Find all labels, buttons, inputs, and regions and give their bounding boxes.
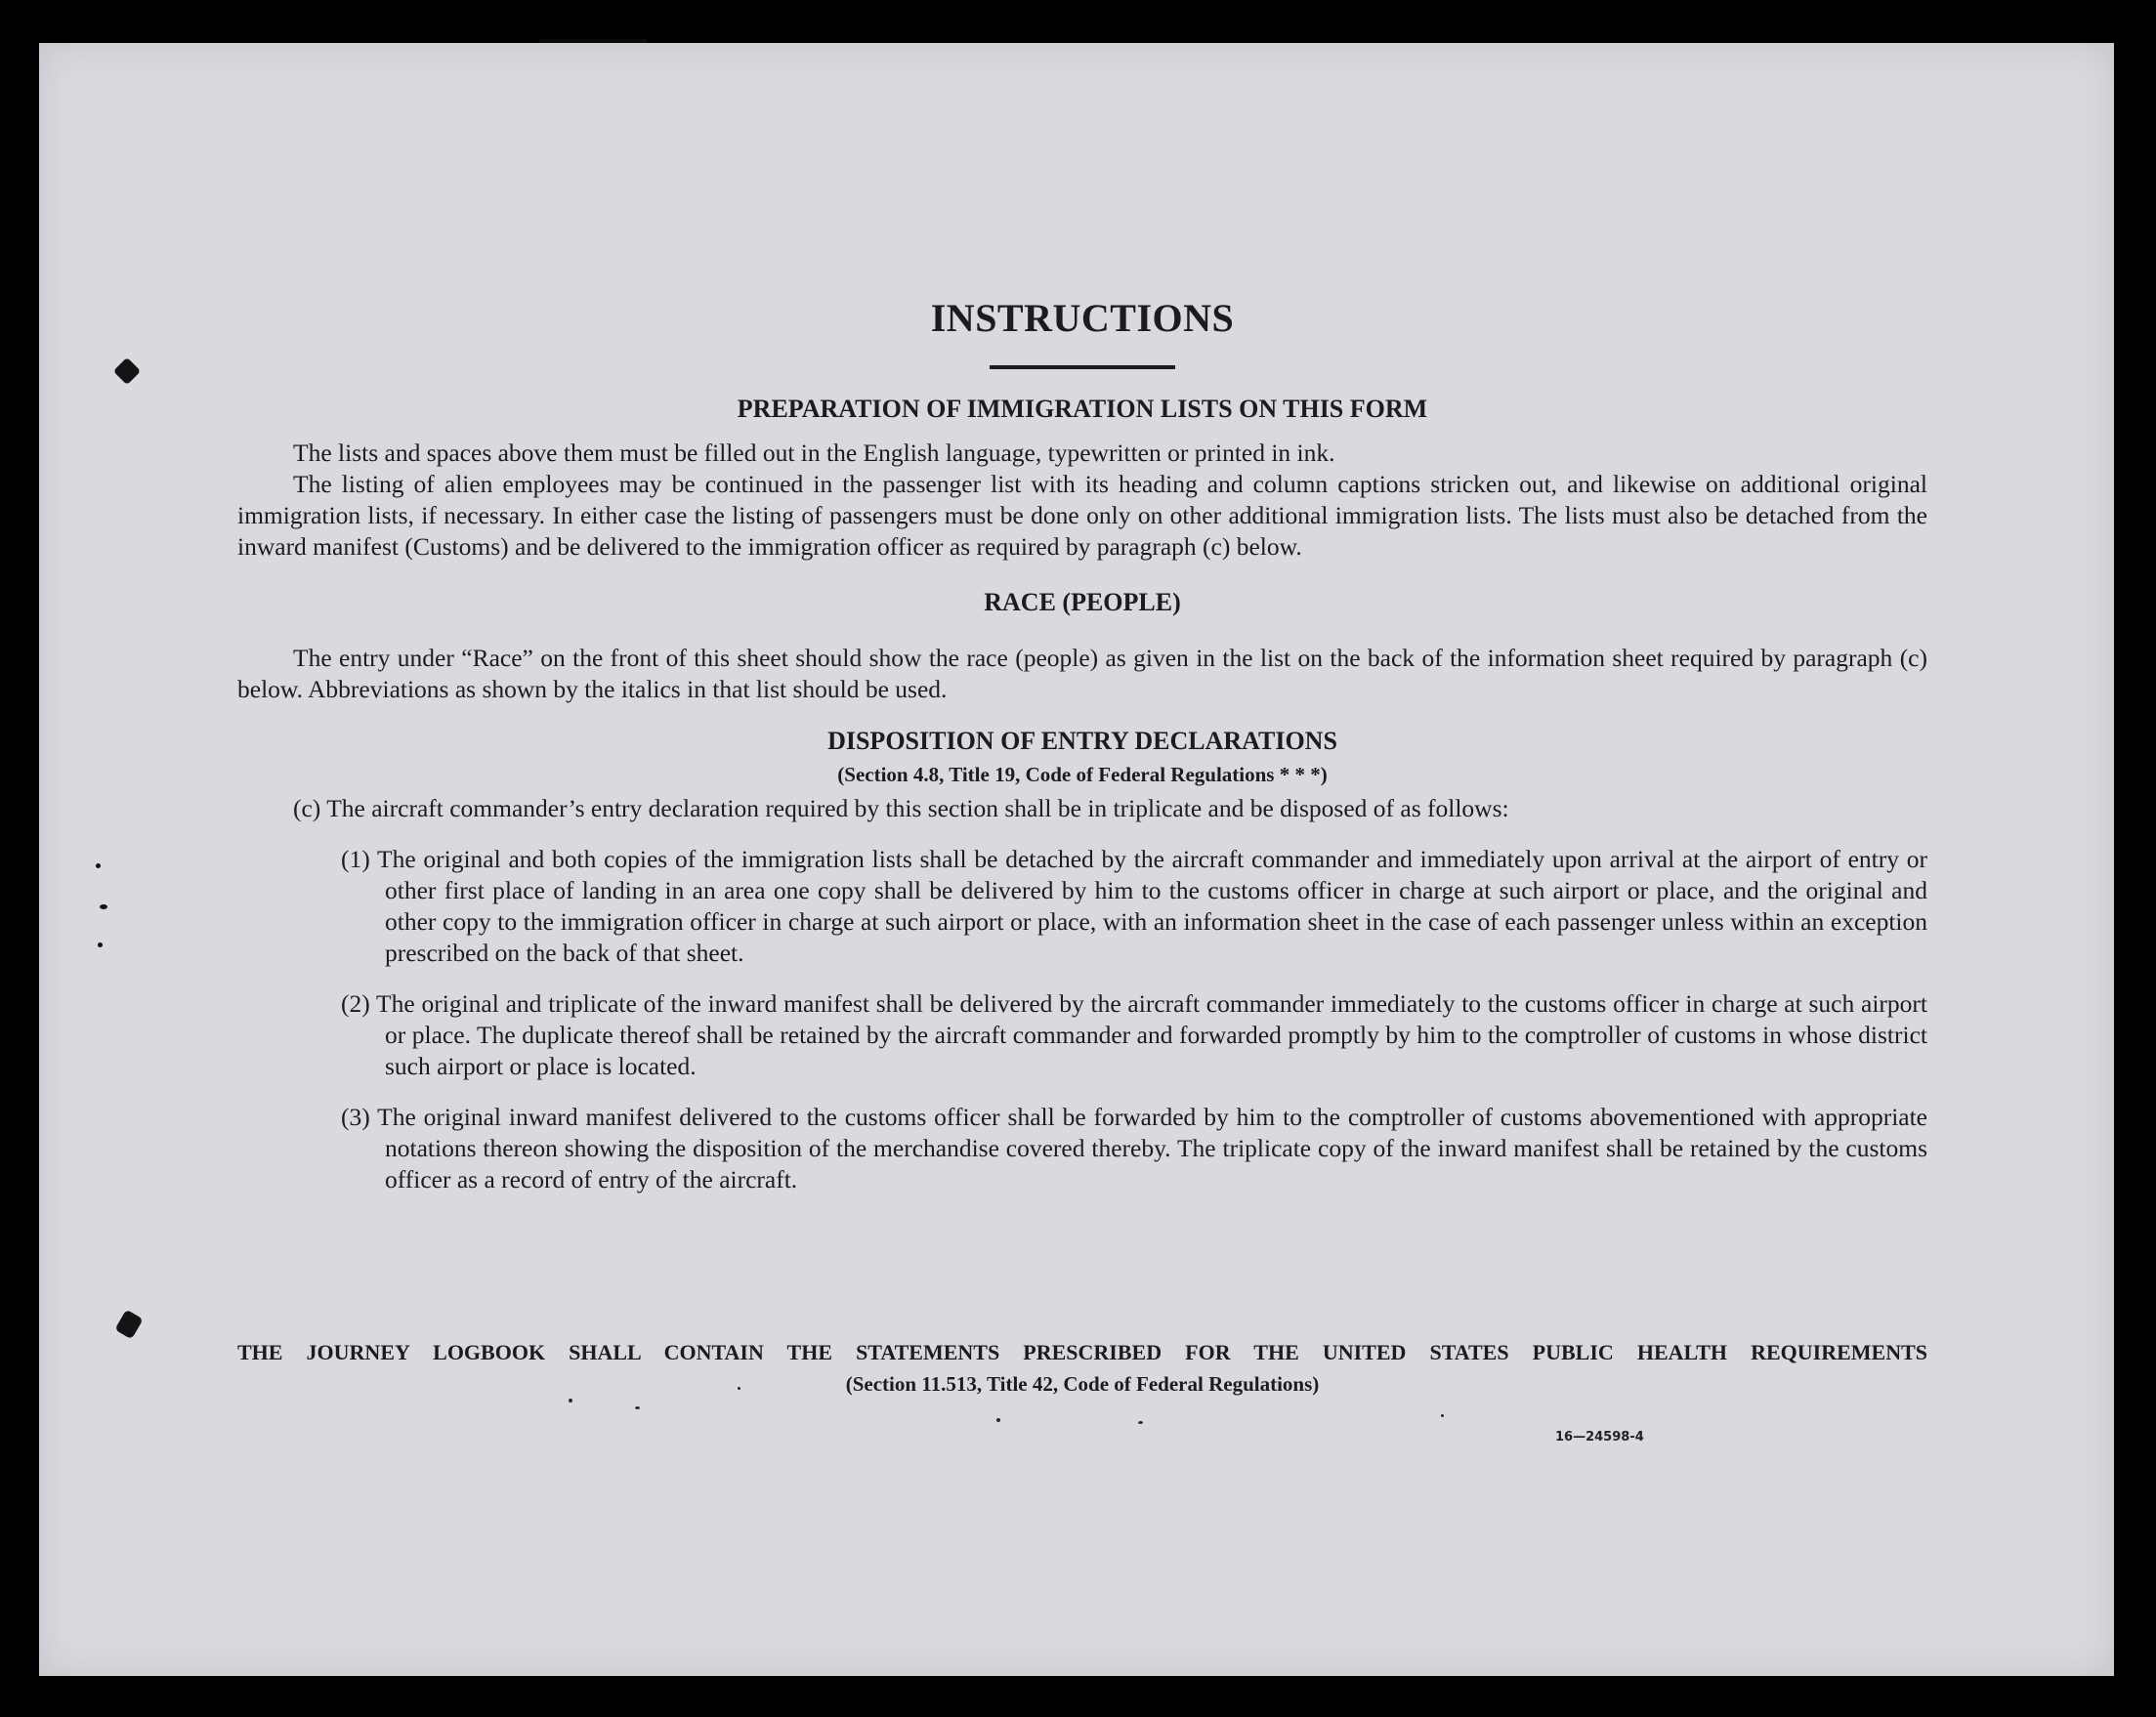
disposition-intro: (c) The aircraft commander’s entry declaration required by this section shall be in triplicate and be disposed of as follows: — [293, 794, 1509, 822]
ink-speck — [738, 1387, 740, 1390]
punch-mark — [114, 1310, 143, 1340]
punch-mark — [98, 942, 103, 947]
race-paragraph: The entry under “Race” on the front of this sheet should show the race (people) as given in the list on the back of the information sheet required by paragraph (c) below. Abbreviations as shown by the italics in that list should be used. — [237, 644, 1927, 703]
ink-speck — [1138, 1421, 1143, 1424]
public-health-footer — [237, 1338, 1927, 1399]
ink-speck — [1441, 1414, 1444, 1417]
public-health-citation: (Section 11.513, Title 42, Code of Federal Regulations) — [845, 1372, 1320, 1396]
form-number: 16—24598-4 — [1555, 1430, 1644, 1445]
preparation-paragraph-2: The listing of alien employees may be continued in the passenger list with its heading and column captions stricken out, and likewise on additional original immigration lists, if necessary. In either case the listing of passengers must be done only on other additional immigration lists. The lists must also be detached from the inward manifest (Customs) and be delivered to the immigration officer as required by paragraph (c) below. — [237, 470, 1927, 561]
disposition-heading: DISPOSITION OF ENTRY DECLARATIONS — [827, 727, 1337, 755]
punch-mark — [96, 863, 101, 868]
preparation-heading: PREPARATION OF IMMIGRATION LISTS ON THIS FORM — [737, 395, 1428, 423]
logbook-statement: THE JOURNEY LOGBOOK SHALL CONTAIN THE STATEMENTS PRESCRIBED FOR THE UNITED STATES PUBLIC HEALTH REQUIREMENTS — [237, 1340, 1927, 1364]
race-heading: RACE (PEOPLE) — [984, 588, 1181, 616]
disposition-item-3: (3) The original inward manifest delivered to the customs officer shall be forwarded by him to the comptroller of customs abovementioned with appropriate notations thereon showing the disposition of the merchandise covered thereby. The triplicate copy of the inward manifest shall be retained by the customs officer as a record of entry of the aircraft. — [341, 1103, 1927, 1194]
ink-speck — [996, 1418, 1000, 1422]
disposition-item-1: (1) The original and both copies of the immigration lists shall be detached by the aircraft commander and immediately upon arrival at the airport of entry or other first place of landing in an area one copy shall be delivered by him to the customs officer in charge at such airport or place, and the original and other copy to the immigration officer in charge at such airport or place, with an information sheet in the case of each passenger unless within an exception prescribed on the back of that sheet. — [341, 845, 1927, 967]
ink-speck — [635, 1406, 640, 1409]
instructions-body — [237, 293, 1927, 1195]
punch-mark — [100, 904, 107, 909]
ink-speck — [569, 1399, 572, 1403]
preparation-paragraph-1: The lists and spaces above them must be filled out in the English language, typewritten or printed in ink. — [293, 439, 1335, 467]
disposition-item-2: (2) The original and triplicate of the inward manifest shall be delivered by the aircraft commander immediately to the customs officer in charge at such airport or place. The duplicate thereof shall be retained by the aircraft commander and forwarded promptly by him to the comptroller of customs in whose district such airport or place is located. — [341, 989, 1927, 1080]
title-rule — [990, 365, 1175, 369]
disposition-citation: (Section 4.8, Title 19, Code of Federal Regulations * * *) — [837, 763, 1328, 786]
punch-mark — [113, 357, 141, 385]
page-title: INSTRUCTIONS — [930, 296, 1235, 340]
